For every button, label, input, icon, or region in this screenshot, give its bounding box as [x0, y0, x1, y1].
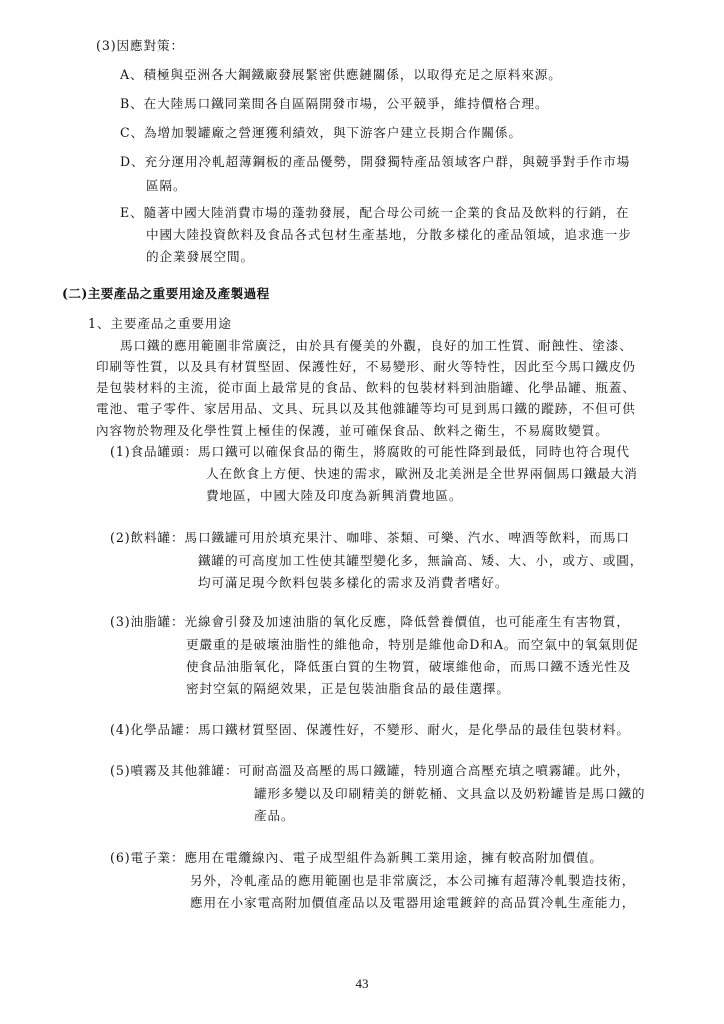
strategy-item-e-cont: 的企業發展空間。	[146, 249, 254, 264]
strategy-item-c: C、為增加製罐廠之營運獲利績效，與下游客户建立長期合作關係。	[120, 125, 522, 140]
use-aerosol-cans: (5)噴霧及其他雜罐：可耐高溫及高壓的馬口鐵罐，特別適合高壓充填之噴霧罐。此外，	[110, 763, 630, 778]
use-food-cans-cont: 費地區，中國大陸及印度為新興消費地區。	[206, 488, 463, 503]
use-food-cans-cont: 人在飲食上方便、快速的需求，歐洲及北美洲是全世界兩個馬口鐵最大消	[206, 466, 638, 481]
section-title: (二)主要產品之重要用途及產製過程	[62, 286, 270, 301]
strategy-item-b: B、在大陸馬口鐵同業間各自區隔開發市場，公平競爭，維持價格合理。	[120, 96, 549, 111]
use-electronics: (6)電子業：應用在電纜線內、電子成型組件為新興工業用途，擁有較高附加價值。	[110, 850, 603, 865]
intro-line: 馬口鐵的應用範圍非常廣泛，由於具有優美的外觀，良好的加工性質、耐蝕性、塗漆、	[120, 338, 633, 353]
intro-line: 電池、電子零件、家居用品、文具、玩具以及其他雜罐等均可見到馬口鐵的蹤跡，不但可供	[96, 401, 636, 416]
use-food-cans: (1)食品罐頭：馬口鐵可以確保食品的衛生，將腐敗的可能性降到最低，同時也符合現代	[110, 444, 630, 459]
use-oil-cans-cont: 使食品油脂氧化，降低蛋白質的生物質，破壞維他命，而馬口鐵不透光性及	[186, 659, 632, 674]
intro-line: 內容物於物理及化學性質上極佳的保護，並可確保食品、飲料之衛生，不易腐敗變質。	[96, 423, 609, 438]
strategy-item-e: E、隨著中國大陸消費市場的蓬勃發展，配合母公司統一企業的食品及飲料的行銷，在	[120, 205, 630, 220]
use-beverage-cans: (2)飲料罐：馬口鐵罐可用於填充果汁、咖啡、茶類、可樂、汽水、啤酒等飲料，而馬口	[110, 530, 630, 545]
intro-line: 印刷等性質，以及具有材質堅固、保護性好，不易變形、耐火等特性，因此至今馬口鐵皮仍	[96, 359, 636, 374]
use-aerosol-cans-cont: 產品。	[254, 808, 295, 823]
use-oil-cans-cont: 密封空氣的隔絕效果，正是包裝油脂食品的最佳選擇。	[186, 681, 510, 696]
strategy-item-e-cont: 中國大陸投資飲料及食品各式包材生產基地，分散多樣化的產品領域，追求進一步	[146, 227, 632, 242]
use-electronics-cont: 應用在小家電高附加價值產品以及電器用途電鍍鋅的高品質冷軋生產能力，	[190, 895, 636, 910]
strategy-item-a: A、積極與亞洲各大鋼鐵廠發展緊密供應鏈關係，以取得充足之原料來源。	[120, 67, 562, 82]
page-number: 43	[355, 976, 369, 991]
strategy-item-d-cont: 區隔。	[146, 178, 187, 193]
intro-line: 是包裝材料的主流，從市面上最常見的食品、飲料的包裝材料到油脂罐、化學品罐、瓶蓋、	[96, 380, 636, 395]
use-aerosol-cans-cont: 罐形多變以及印刷精美的餅乾桶、文具盒以及奶粉罐皆是馬口鐵的	[254, 786, 646, 801]
use-beverage-cans-cont: 鐵罐的可高度加工性使其罐型變化多，無論高、矮、大、小，或方、或圓，	[198, 553, 644, 568]
use-electronics-cont: 另外，冷軋產品的應用範圍也是非常廣泛，本公司擁有超薄冷軋製造技術，	[190, 873, 636, 888]
use-oil-cans: (3)油脂罐：光線會引發及加速油脂的氧化反應，降低營養價值，也可能產生有害物質，	[110, 614, 630, 629]
use-chemical-cans: (4)化學品罐：馬口鐵材質堅固、保護性好，不變形、耐火，是化學品的最佳包裝材料。	[110, 722, 630, 737]
use-beverage-cans-cont: 均可滿足現今飲料包裝多樣化的需求及消費者嗜好。	[198, 575, 509, 590]
use-oil-cans-cont: 更嚴重的是破壞油脂性的維他命，特別是維他命D和A。而空氣中的氧氣則促	[186, 637, 639, 652]
strategy-item-d: D、充分運用冷軋超薄鋼板的產品優勢，開發獨特產品領域客户群，與競爭對手作市場	[120, 154, 631, 169]
strategy-heading: (3)因應對策：	[96, 38, 185, 53]
subsection-title: 1、主要產品之重要用途	[88, 316, 232, 331]
